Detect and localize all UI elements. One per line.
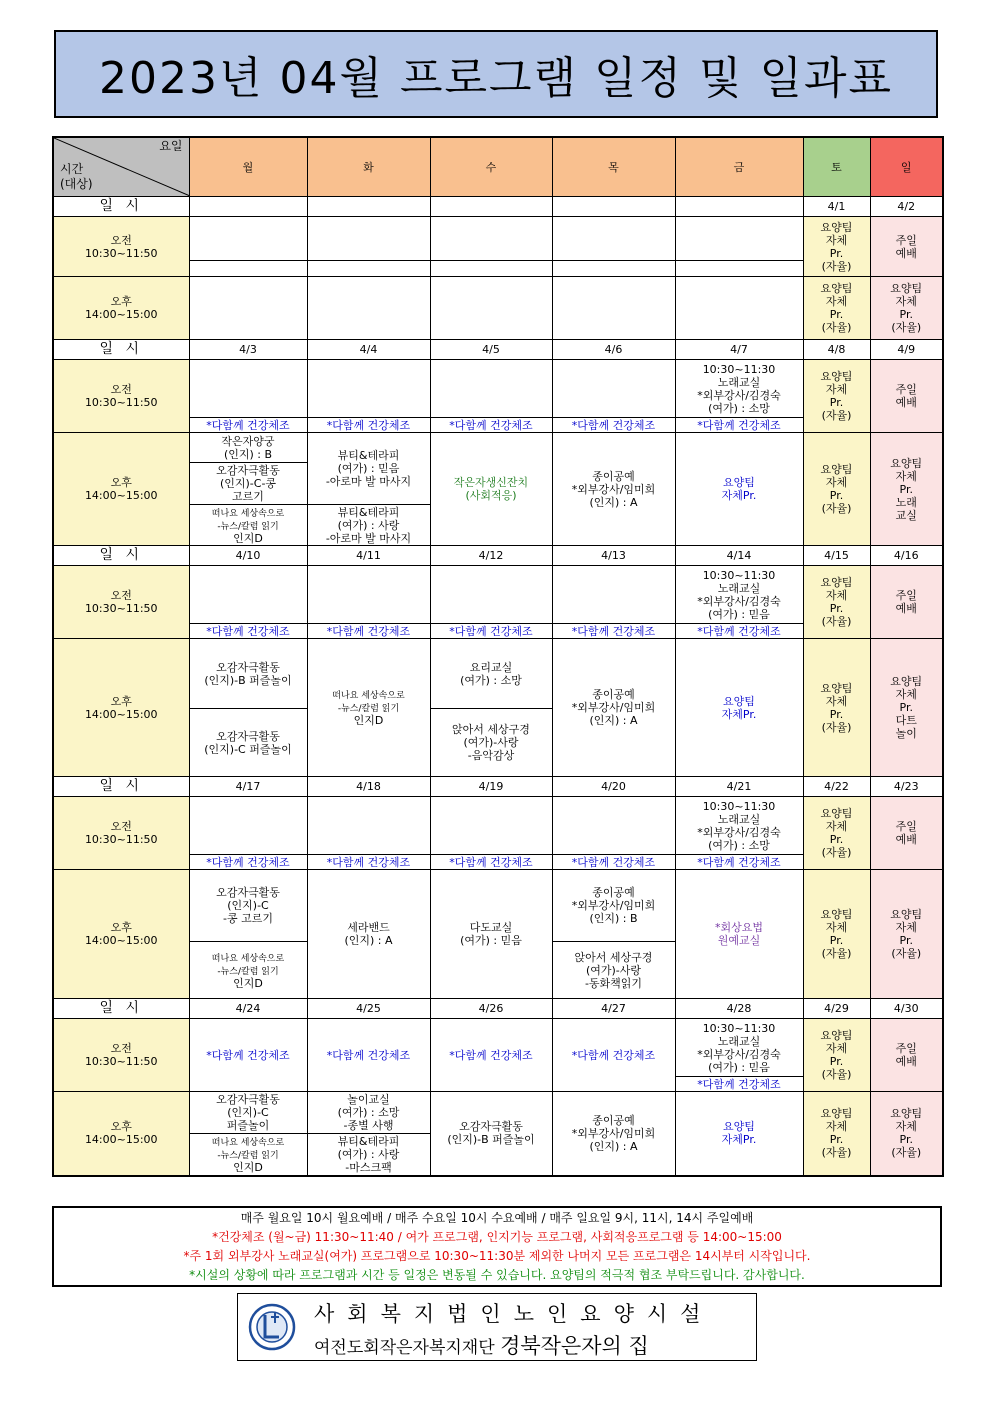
date-label: 일 시 — [53, 340, 189, 360]
exercise-cell: *다함께 건강체조 — [552, 1019, 675, 1092]
exercise-cell: *다함께 건강체조 — [189, 1019, 307, 1092]
exercise-cell: *다함께 건강체조 — [430, 418, 552, 433]
program-cell: 오감자극활동 (인지)-B 퍼즐놀이 — [189, 639, 307, 709]
footer-line-2: 여전도회작은자복지재단 경북작은자의 집 — [314, 1334, 649, 1358]
empty-cell — [675, 261, 803, 277]
date-cell: 4/27 — [552, 999, 675, 1019]
note-line-3: *주 1회 외부강사 노래교실(여가) 프로그램으로 10:30~11:30분 제외한 나머지 모든 프로그램은 14시부터 시작입니다. — [183, 1249, 811, 1263]
empty-cell — [189, 217, 307, 261]
date-cell: 4/5 — [430, 340, 552, 360]
empty-cell — [430, 261, 552, 277]
day-header-mon: 월 — [189, 137, 307, 197]
exercise-cell: *다함께 건강체조 — [552, 624, 675, 639]
exercise-cell: *다함께 건강체조 — [189, 855, 307, 870]
empty-cell — [189, 360, 307, 418]
program-cell: 오감자극활동 (인지)-B 퍼즐놀이 — [430, 1092, 552, 1176]
exercise-cell: *다함께 건강체조 — [430, 1019, 552, 1092]
week5-date-row — [53, 999, 943, 1019]
program-cell: 오감자극활동 (인지)-C 퍼즐놀이 — [189, 709, 307, 777]
date-cell: 4/14 — [675, 546, 803, 566]
empty-cell — [307, 261, 430, 277]
date-cell: 4/8 — [803, 340, 870, 360]
exercise-cell: *다함께 건강체조 — [675, 418, 803, 433]
reminiscence-program: *회상요법 원예교실 — [675, 870, 803, 999]
choir-program: 10:30~11:30 노래교실 *외부강사/김경숙 (여가) : 소망 — [675, 797, 803, 855]
sat-self-program: 요양팀 자체 Pr. (자율) — [803, 217, 870, 277]
date-cell: 4/2 — [870, 197, 943, 217]
week4-pm-row-a — [53, 870, 943, 942]
date-cell — [552, 197, 675, 217]
sun-self-program: 요양팀 자체 Pr. (자율) — [870, 1092, 943, 1176]
date-cell: 4/12 — [430, 546, 552, 566]
empty-cell — [189, 261, 307, 277]
week4-am-row-a — [53, 797, 943, 855]
date-cell: 4/7 — [675, 340, 803, 360]
week2-am-row-a — [53, 360, 943, 418]
program-cell: 오감자극활동 (인지)-C 퍼즐놀이 — [189, 1092, 307, 1134]
date-cell: 4/19 — [430, 777, 552, 797]
day-header-sat: 토 — [803, 137, 870, 197]
am-label: 오전 10:30~11:50 — [53, 1019, 189, 1092]
sun-dart-program: 요양팀 자체 Pr. 다트 놀이 — [870, 639, 943, 777]
date-cell: 4/23 — [870, 777, 943, 797]
note-line-1: 매주 월요일 10시 월요예배 / 매주 수요일 10시 수요예배 / 매주 일요일 9시, 11시, 14시 주일예배 — [240, 1211, 754, 1225]
date-cell: 4/16 — [870, 546, 943, 566]
week1-pm-row — [53, 277, 943, 340]
date-cell: 4/25 — [307, 999, 430, 1019]
exercise-cell: *다함께 건강체조 — [552, 418, 675, 433]
program-cell: 요리교실 (여가) : 소망 — [430, 639, 552, 709]
paper-craft-program: 종이공예 *외부강사/임미희 (인지) : A — [552, 1092, 675, 1176]
corner-day-label: 요일 — [159, 139, 183, 153]
choir-program: 10:30~11:30 노래교실 *외부강사/김경숙 (여가) : 소망 — [675, 360, 803, 418]
team-program: 요양팀 자체Pr. — [675, 433, 803, 546]
program-cell: 다도교실 (여가) : 믿음 — [430, 870, 552, 999]
date-cell: 4/24 — [189, 999, 307, 1019]
choir-program: 10:30~11:30 노래교실 *외부강사/김경숙 (여가) : 믿음 — [675, 1019, 803, 1077]
exercise-cell: *다함께 건강체조 — [675, 624, 803, 639]
week5-am-row-a — [53, 1019, 943, 1077]
empty-cell — [675, 277, 803, 340]
sat-self-program: 요양팀 자체 Pr. (자율) — [803, 433, 870, 546]
date-cell — [189, 197, 307, 217]
program-cell: 앉아서 세상구경 (여가)-사랑 -동화책읽기 — [552, 942, 675, 999]
empty-cell — [430, 217, 552, 261]
team-program: 요양팀 자체Pr. — [675, 639, 803, 777]
empty-cell — [189, 797, 307, 855]
empty-cell — [430, 797, 552, 855]
date-cell: 4/28 — [675, 999, 803, 1019]
exercise-cell: *다함께 건강체조 — [307, 855, 430, 870]
date-cell — [675, 197, 803, 217]
note-line-4: *시설의 상황에 따라 프로그램과 시간 등 일정은 변동될 수 있습니다. 요양팀의 적극적 협조 부탁드립니다. 감사합니다. — [189, 1268, 805, 1282]
sun-worship: 주일 예배 — [870, 217, 943, 277]
empty-cell — [552, 360, 675, 418]
exercise-cell: *다함께 건강체조 — [307, 418, 430, 433]
empty-cell — [189, 277, 307, 340]
sun-worship: 주일 예배 — [870, 566, 943, 639]
day-header-sun: 일 — [870, 137, 943, 197]
empty-cell — [430, 566, 552, 624]
day-header-thu: 목 — [552, 137, 675, 197]
corner-time-label: 시간 (대상) — [60, 162, 93, 191]
am-label: 오전 10:30~11:50 — [53, 797, 189, 870]
am-label: 오전 10:30~11:50 — [53, 566, 189, 639]
date-cell: 4/9 — [870, 340, 943, 360]
sat-self-program: 요양팀 자체 Pr. (자율) — [803, 797, 870, 870]
date-cell: 4/13 — [552, 546, 675, 566]
pm-label: 오후 14:00~15:00 — [53, 639, 189, 777]
date-cell: 4/1 — [803, 197, 870, 217]
news-program: 떠나요 세상속으로 -뉴스/칼럼 읽기 인지D — [189, 505, 307, 546]
date-label: 일 시 — [53, 546, 189, 566]
program-cell: 세라밴드 (인지) : A — [307, 870, 430, 999]
am-label: 오전 10:30~11:50 — [53, 217, 189, 277]
empty-cell — [430, 277, 552, 340]
team-program: 요양팀 자체Pr. — [675, 1092, 803, 1176]
date-label: 일 시 — [53, 197, 189, 217]
program-cell: 뷰티&테라피 (여가) : 사랑 -아로마 발 마사지 — [307, 505, 430, 546]
date-cell: 4/22 — [803, 777, 870, 797]
news-program: 떠나요 세상속으로 -뉴스/칼럼 읽기 인지D — [189, 1134, 307, 1176]
day-header-wed: 수 — [430, 137, 552, 197]
program-cell: 놀이교실 (여가) : 소망 -종별 사행 — [307, 1092, 430, 1134]
schedule-table — [52, 136, 944, 1177]
header-row — [53, 137, 943, 197]
exercise-cell: *다함께 건강체조 — [675, 1077, 803, 1092]
empty-cell — [552, 566, 675, 624]
empty-cell — [552, 261, 675, 277]
date-cell: 4/29 — [803, 999, 870, 1019]
note-line-2: *건강체조 (월~금) 11:30~11:40 / 여가 프로그램, 인지기능 프로그램, 사회적응프로그램 등 14:00~15:00 — [212, 1230, 782, 1244]
date-cell: 4/4 — [307, 340, 430, 360]
footer-line-1: 사회복지법인노인요양시설 — [314, 1302, 714, 1326]
sun-worship: 주일 예배 — [870, 797, 943, 870]
empty-cell — [307, 566, 430, 624]
page-title: 2023년 04월 프로그램 일정 및 일과표 — [99, 53, 893, 104]
exercise-cell: *다함께 건강체조 — [307, 624, 430, 639]
birthday-party-program: 작은자생신잔치 (사회적응) — [430, 433, 552, 546]
sat-self-program: 요양팀 자체 Pr. (자율) — [803, 1019, 870, 1092]
sun-self-program: 요양팀 자체 Pr. (자율) — [870, 870, 943, 999]
empty-cell — [307, 217, 430, 261]
empty-cell — [430, 360, 552, 418]
week3-date-row — [53, 546, 943, 566]
paper-craft-program: 종이공예 *외부강사/임미희 (인지) : A — [552, 433, 675, 546]
empty-cell — [552, 217, 675, 261]
footer-box — [237, 1293, 757, 1361]
sun-worship: 주일 예배 — [870, 1019, 943, 1092]
exercise-cell: *다함께 건강체조 — [430, 624, 552, 639]
pm-label: 오후 14:00~15:00 — [53, 277, 189, 340]
sat-self-program: 요양팀 자체 Pr. (자율) — [803, 566, 870, 639]
sat-self-program: 요양팀 자체 Pr. (자율) — [803, 277, 870, 340]
date-cell: 4/6 — [552, 340, 675, 360]
exercise-cell: *다함께 건강체조 — [675, 855, 803, 870]
empty-cell — [189, 566, 307, 624]
paper-craft-program: 종이공예 *외부강사/임미희 (인지) : A — [552, 639, 675, 777]
day-header-fri: 금 — [675, 137, 803, 197]
date-cell: 4/20 — [552, 777, 675, 797]
exercise-cell: *다함께 건강체조 — [189, 624, 307, 639]
date-cell: 4/11 — [307, 546, 430, 566]
sat-self-program: 요양팀 자체 Pr. (자율) — [803, 360, 870, 433]
date-cell: 4/18 — [307, 777, 430, 797]
week3-pm-row-a — [53, 639, 943, 709]
paper-craft-program: 종이공예 *외부강사/임미희 (인지) : B — [552, 870, 675, 942]
week4-date-row — [53, 777, 943, 797]
pm-label: 오후 14:00~15:00 — [53, 1092, 189, 1176]
program-cell: 오감자극활동 (인지)-C -콩 고르기 — [189, 870, 307, 942]
date-label: 일 시 — [53, 777, 189, 797]
week3-am-row-a — [53, 566, 943, 624]
week2-pm-row-a — [53, 433, 943, 463]
date-label: 일 시 — [53, 999, 189, 1019]
choir-program: 10:30~11:30 노래교실 *외부강사/김경숙 (여가) : 믿음 — [675, 566, 803, 624]
date-cell: 4/10 — [189, 546, 307, 566]
program-cell: 앉아서 세상구경 (여가)-사랑 -음악감상 — [430, 709, 552, 777]
empty-cell — [307, 360, 430, 418]
exercise-cell: *다함께 건강체조 — [189, 418, 307, 433]
date-cell: 4/17 — [189, 777, 307, 797]
empty-cell — [552, 797, 675, 855]
empty-cell — [675, 217, 803, 261]
pm-label: 오후 14:00~15:00 — [53, 870, 189, 999]
page-title-box — [54, 30, 938, 118]
exercise-cell: *다함께 건강체조 — [430, 855, 552, 870]
news-program: 떠나요 세상속으로 -뉴스/칼럼 읽기 인지D — [189, 942, 307, 999]
notes-box — [52, 1206, 942, 1287]
program-cell: 작은자양궁 (인지) : B — [189, 433, 307, 463]
date-cell: 4/30 — [870, 999, 943, 1019]
header-corner — [53, 137, 189, 197]
sun-worship: 주일 예배 — [870, 360, 943, 433]
sat-self-program: 요양팀 자체 Pr. (자율) — [803, 870, 870, 999]
sun-choir-program: 요양팀 자체 Pr. 노래 교실 — [870, 433, 943, 546]
date-cell — [430, 197, 552, 217]
week1-am-row-a — [53, 217, 943, 261]
empty-cell — [307, 797, 430, 855]
week2-date-row — [53, 340, 943, 360]
am-label: 오전 10:30~11:50 — [53, 360, 189, 433]
week1-date-row — [53, 197, 943, 217]
exercise-cell: *다함께 건강체조 — [552, 855, 675, 870]
day-header-tue: 화 — [307, 137, 430, 197]
date-cell: 4/3 — [189, 340, 307, 360]
date-cell: 4/15 — [803, 546, 870, 566]
pm-label: 오후 14:00~15:00 — [53, 433, 189, 546]
sat-self-program: 요양팀 자체 Pr. (자율) — [803, 639, 870, 777]
sat-self-program: 요양팀 자체 Pr. (자율) — [803, 1092, 870, 1176]
exercise-cell: *다함께 건강체조 — [307, 1019, 430, 1092]
date-cell — [307, 197, 430, 217]
week5-pm-row-a — [53, 1092, 943, 1134]
program-cell: 뷰티&테라피 (여가) : 사랑 -마스크팩 — [307, 1134, 430, 1176]
empty-cell — [307, 277, 430, 340]
foundation-logo-icon — [248, 1303, 296, 1351]
empty-cell — [552, 277, 675, 340]
date-cell: 4/26 — [430, 999, 552, 1019]
date-cell: 4/21 — [675, 777, 803, 797]
sun-self-program: 요양팀 자체 Pr. (자율) — [870, 277, 943, 340]
news-program: 떠나요 세상속으로 -뉴스/칼럼 읽기 인지D — [307, 639, 430, 777]
program-cell: 오감자극활동 (인지)-C-콩 고르기 — [189, 463, 307, 505]
program-cell: 뷰티&테라피 (여가) : 믿음 -아로마 발 마사지 — [307, 433, 430, 505]
